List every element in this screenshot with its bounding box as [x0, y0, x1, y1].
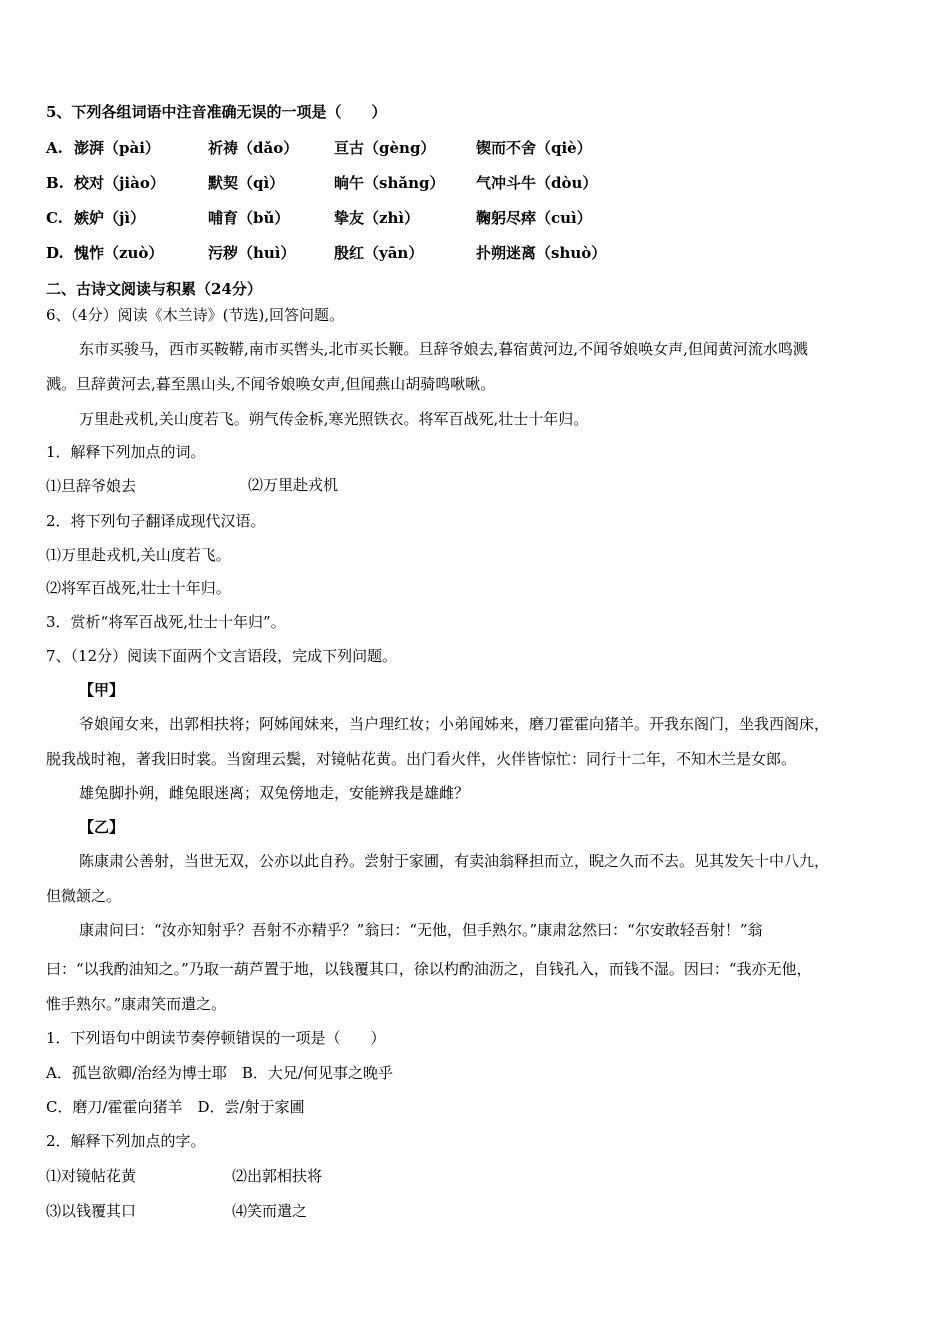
option-item: 殷红（yān） — [334, 244, 424, 262]
option-item: 气冲斗牛（dòu） — [476, 174, 598, 192]
q7-yi-line: 曰：“以我酌油知之。”乃取一葫芦置于地，以钱覆其口，徐以杓酌油沥之，自钱孔入，而钱不湿。因曰：“我亦无他， — [46, 960, 812, 978]
q7-yi-line: 康肃问曰：“汝亦知射乎？吾射不亦精乎？”翁曰：“无他，但手熟尔。”康肃忿然曰：“尔安敢轻吾射！”翁 — [79, 921, 763, 939]
option-item: 祈祷（dǎo） — [208, 139, 299, 157]
option-item: 扑朔迷离（shuò） — [476, 244, 607, 262]
q6-sub2: 2．将下列句子翻译成现代汉语。 — [46, 512, 266, 530]
q6-intro: 6、（4分）阅读《木兰诗》(节选),回答问题。 — [46, 306, 345, 324]
q6-sub2-a: ⑴万里赴戎机,关山度若飞。 — [46, 546, 231, 564]
option-label: C. — [46, 209, 63, 227]
option-item: 挚友（zhì） — [334, 209, 420, 227]
option-item: 晌午（shǎng） — [334, 174, 445, 192]
option-item: 鞠躬尽瘁（cuì） — [476, 209, 592, 227]
option-item: 愧怍（zuò） — [74, 244, 164, 262]
option-item: 锲而不舍（qiè） — [476, 139, 592, 157]
q7-sub2: 2．解释下列加点的字。 — [46, 1132, 206, 1150]
q7-yi-line: 惟手熟尔。”康肃笑而遣之。 — [46, 995, 227, 1013]
q7-sub1: 1．下列语句中朗读节奏停顿错误的一项是（ ） — [46, 1029, 386, 1047]
q7-jia-line: 脱我战时袍，著我旧时裳。当窗理云鬓，对镜帖花黄。出门看火伴，火伴皆惊忙：同行十二年，不知木兰是女郎。 — [46, 750, 797, 768]
option-label: A. — [46, 139, 63, 157]
q6-sub3: 3．赏析“将军百战死,壮士十年归”。 — [46, 613, 286, 631]
option-item: 亘古（gèng） — [334, 139, 436, 157]
q7-yi-line: 但微颔之。 — [46, 887, 122, 905]
q7-sub1-options-ab: A．孤岂欲卿/治经为博士耶 B．大兄/何见事之晚乎 — [46, 1064, 393, 1082]
option-item: 嫉妒（jì） — [74, 209, 146, 227]
q5-title: 5、下列各组词语中注音准确无误的一项是（ ） — [46, 103, 387, 121]
q7-yi-label: 【乙】 — [79, 818, 125, 836]
section-heading: 二、古诗文阅读与积累（24分） — [46, 280, 262, 298]
option-item: 污秽（huì） — [208, 244, 296, 262]
option-item: 哺育（bǔ） — [208, 209, 290, 227]
q7-jia-line: 雄兔脚扑朔，雌兔眼迷离；双兔傍地走，安能辨我是雄雌？ — [79, 784, 470, 802]
q6-sub1: 1．解释下列加点的词。 — [46, 443, 206, 461]
option-item: 默契（qì） — [208, 174, 285, 192]
q6-sub1-b: ⑵万里赴戎机 — [248, 476, 339, 494]
q6-passage-line: 溅。旦辞黄河去,暮至黑山头,不闻爷娘唤女声,但闻燕山胡骑鸣啾啾。 — [46, 375, 496, 393]
q7-sub2-c: ⑶以钱覆其口 — [46, 1202, 137, 1220]
q7-intro: 7、（12分）阅读下面两个文言语段，完成下列问题。 — [46, 647, 398, 665]
q7-jia-line: 爷娘闻女来，出郭相扶将；阿姊闻妹来，当户理红妆；小弟闻姊来，磨刀霍霍向猪羊。开我东阁门，坐我西阁床， — [79, 715, 830, 733]
option-item: 校对（jiào） — [74, 174, 165, 192]
q6-sub2-b: ⑵将军百战死,壮士十年归。 — [46, 579, 231, 597]
option-label: D. — [46, 244, 64, 262]
q7-sub1-options-cd: C．磨刀/霍霍向猪羊 D．尝/射于家圃 — [46, 1098, 305, 1116]
q6-passage-line: 万里赴戎机,关山度若飞。朔气传金柝,寒光照铁衣。将军百战死,壮士十年归。 — [79, 410, 589, 428]
q7-yi-line: 陈康肃公善射，当世无双，公亦以此自矜。尝射于家圃，有卖油翁释担而立，睨之久而不去。见其发矢十中八九， — [79, 852, 830, 870]
option-item: 澎湃（pài） — [74, 139, 160, 157]
q6-passage-line: 东市买骏马，西市买鞍鞯,南市买辔头,北市买长鞭。旦辞爷娘去,暮宿黄河边,不闻爷娘唤女声,但闻黄河流水鸣溅 — [79, 340, 808, 358]
q6-sub1-a: ⑴旦辞爷娘去 — [46, 477, 137, 495]
q7-jia-label: 【甲】 — [79, 681, 125, 699]
option-label: B. — [46, 174, 64, 192]
q7-sub2-d: ⑷笑而遣之 — [232, 1202, 308, 1220]
q7-sub2-b: ⑵出郭相扶将 — [232, 1167, 323, 1185]
q7-sub2-a: ⑴对镜帖花黄 — [46, 1167, 137, 1185]
